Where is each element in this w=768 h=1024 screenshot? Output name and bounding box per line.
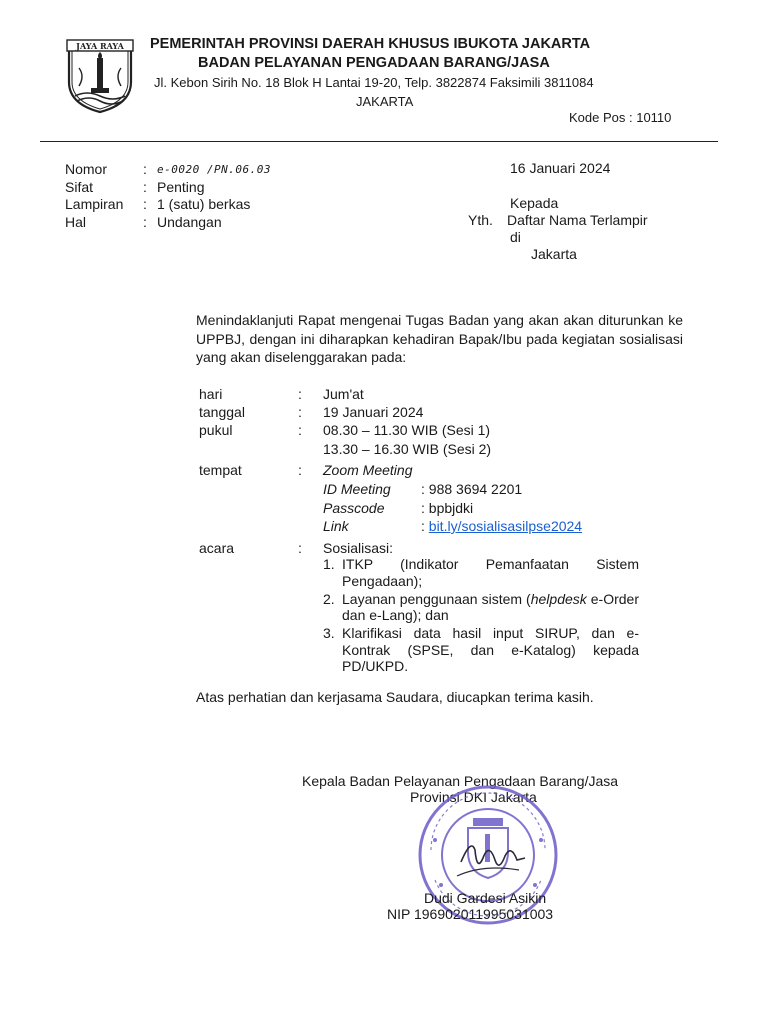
header-divider <box>40 141 718 142</box>
list-item: 3. Klarifikasi data hasil input SIRUP, dan e-Kontrak (SPSE, dan e-Katalog) kepada PD/UKPD. <box>323 625 639 674</box>
list-item: 2. Layanan penggunaan sistem (helpdesk e-Order dan e-Lang); dan <box>323 590 640 623</box>
signatory-name: Dudi Gardesi Asikin <box>424 890 547 906</box>
letterhead-agency: BADAN PELAYANAN PENGADAAN BARANG/JASA <box>198 55 550 71</box>
recipient-yth: Yth. <box>468 212 493 228</box>
letterhead-city: JAKARTA <box>356 94 414 109</box>
handwritten-number: e-0020 /PN.06.03 <box>157 163 271 176</box>
body-paragraph: Menindaklanjuti Rapat mengenai Tugas Badan yang akan akan diturunkan ke UPPBJ, dengan ini diharapkan kehadiran Bapak/Ibu pada kegiatan sosialisasi yang akan diselenggarakan pada: <box>196 312 683 365</box>
closing-sentence: Atas perhatian dan kerjasama Saudara, diucapkan terima kasih. <box>196 689 594 705</box>
postal-code: Kode Pos : 10110 <box>569 110 672 125</box>
meta-nomor: Nomor : e-0020 /PN.06.03 <box>65 161 271 177</box>
letter-date: 16 Januari 2024 <box>510 160 611 176</box>
list-item: 1. ITKP (Indikator Pemanfaatan Sistem Pengadaan); <box>323 556 639 589</box>
recipient-kepada: Kepada <box>510 195 559 211</box>
zoom-link[interactable]: bit.ly/sosialisasilpse2024 <box>428 518 583 534</box>
agenda-list <box>323 556 639 676</box>
recipient-city: Jakarta <box>531 246 577 262</box>
letterhead-address: Jl. Kebon Sirih No. 18 Blok H Lantai 19-20, Telp. 3822874 Faksimili 3811084 <box>154 75 594 90</box>
meta-sifat: Sifat : Penting <box>65 178 205 195</box>
signatory-title: Kepala Badan Pelayanan Pengadaan Barang/Jasa <box>302 773 619 789</box>
meta-lampiran: Lampiran : 1 (satu) berkas <box>65 196 251 212</box>
recipient-di: di <box>510 229 521 245</box>
meta-hal: Hal : Undangan <box>65 213 222 230</box>
jakarta-emblem-logo <box>63 38 137 114</box>
signatory-region: Provinsi DKI Jakarta <box>410 789 537 805</box>
recipient-name: Daftar Nama Terlampir <box>507 212 648 228</box>
svg-text:JAYA RAYA: JAYA RAYA <box>76 41 124 51</box>
signatory-nip: NIP 196902011995031003 <box>387 906 554 922</box>
letterhead-government: PEMERINTAH PROVINSI DAERAH KHUSUS IBUKOTA JAKARTA <box>150 36 591 52</box>
letter-meta <box>65 161 271 231</box>
